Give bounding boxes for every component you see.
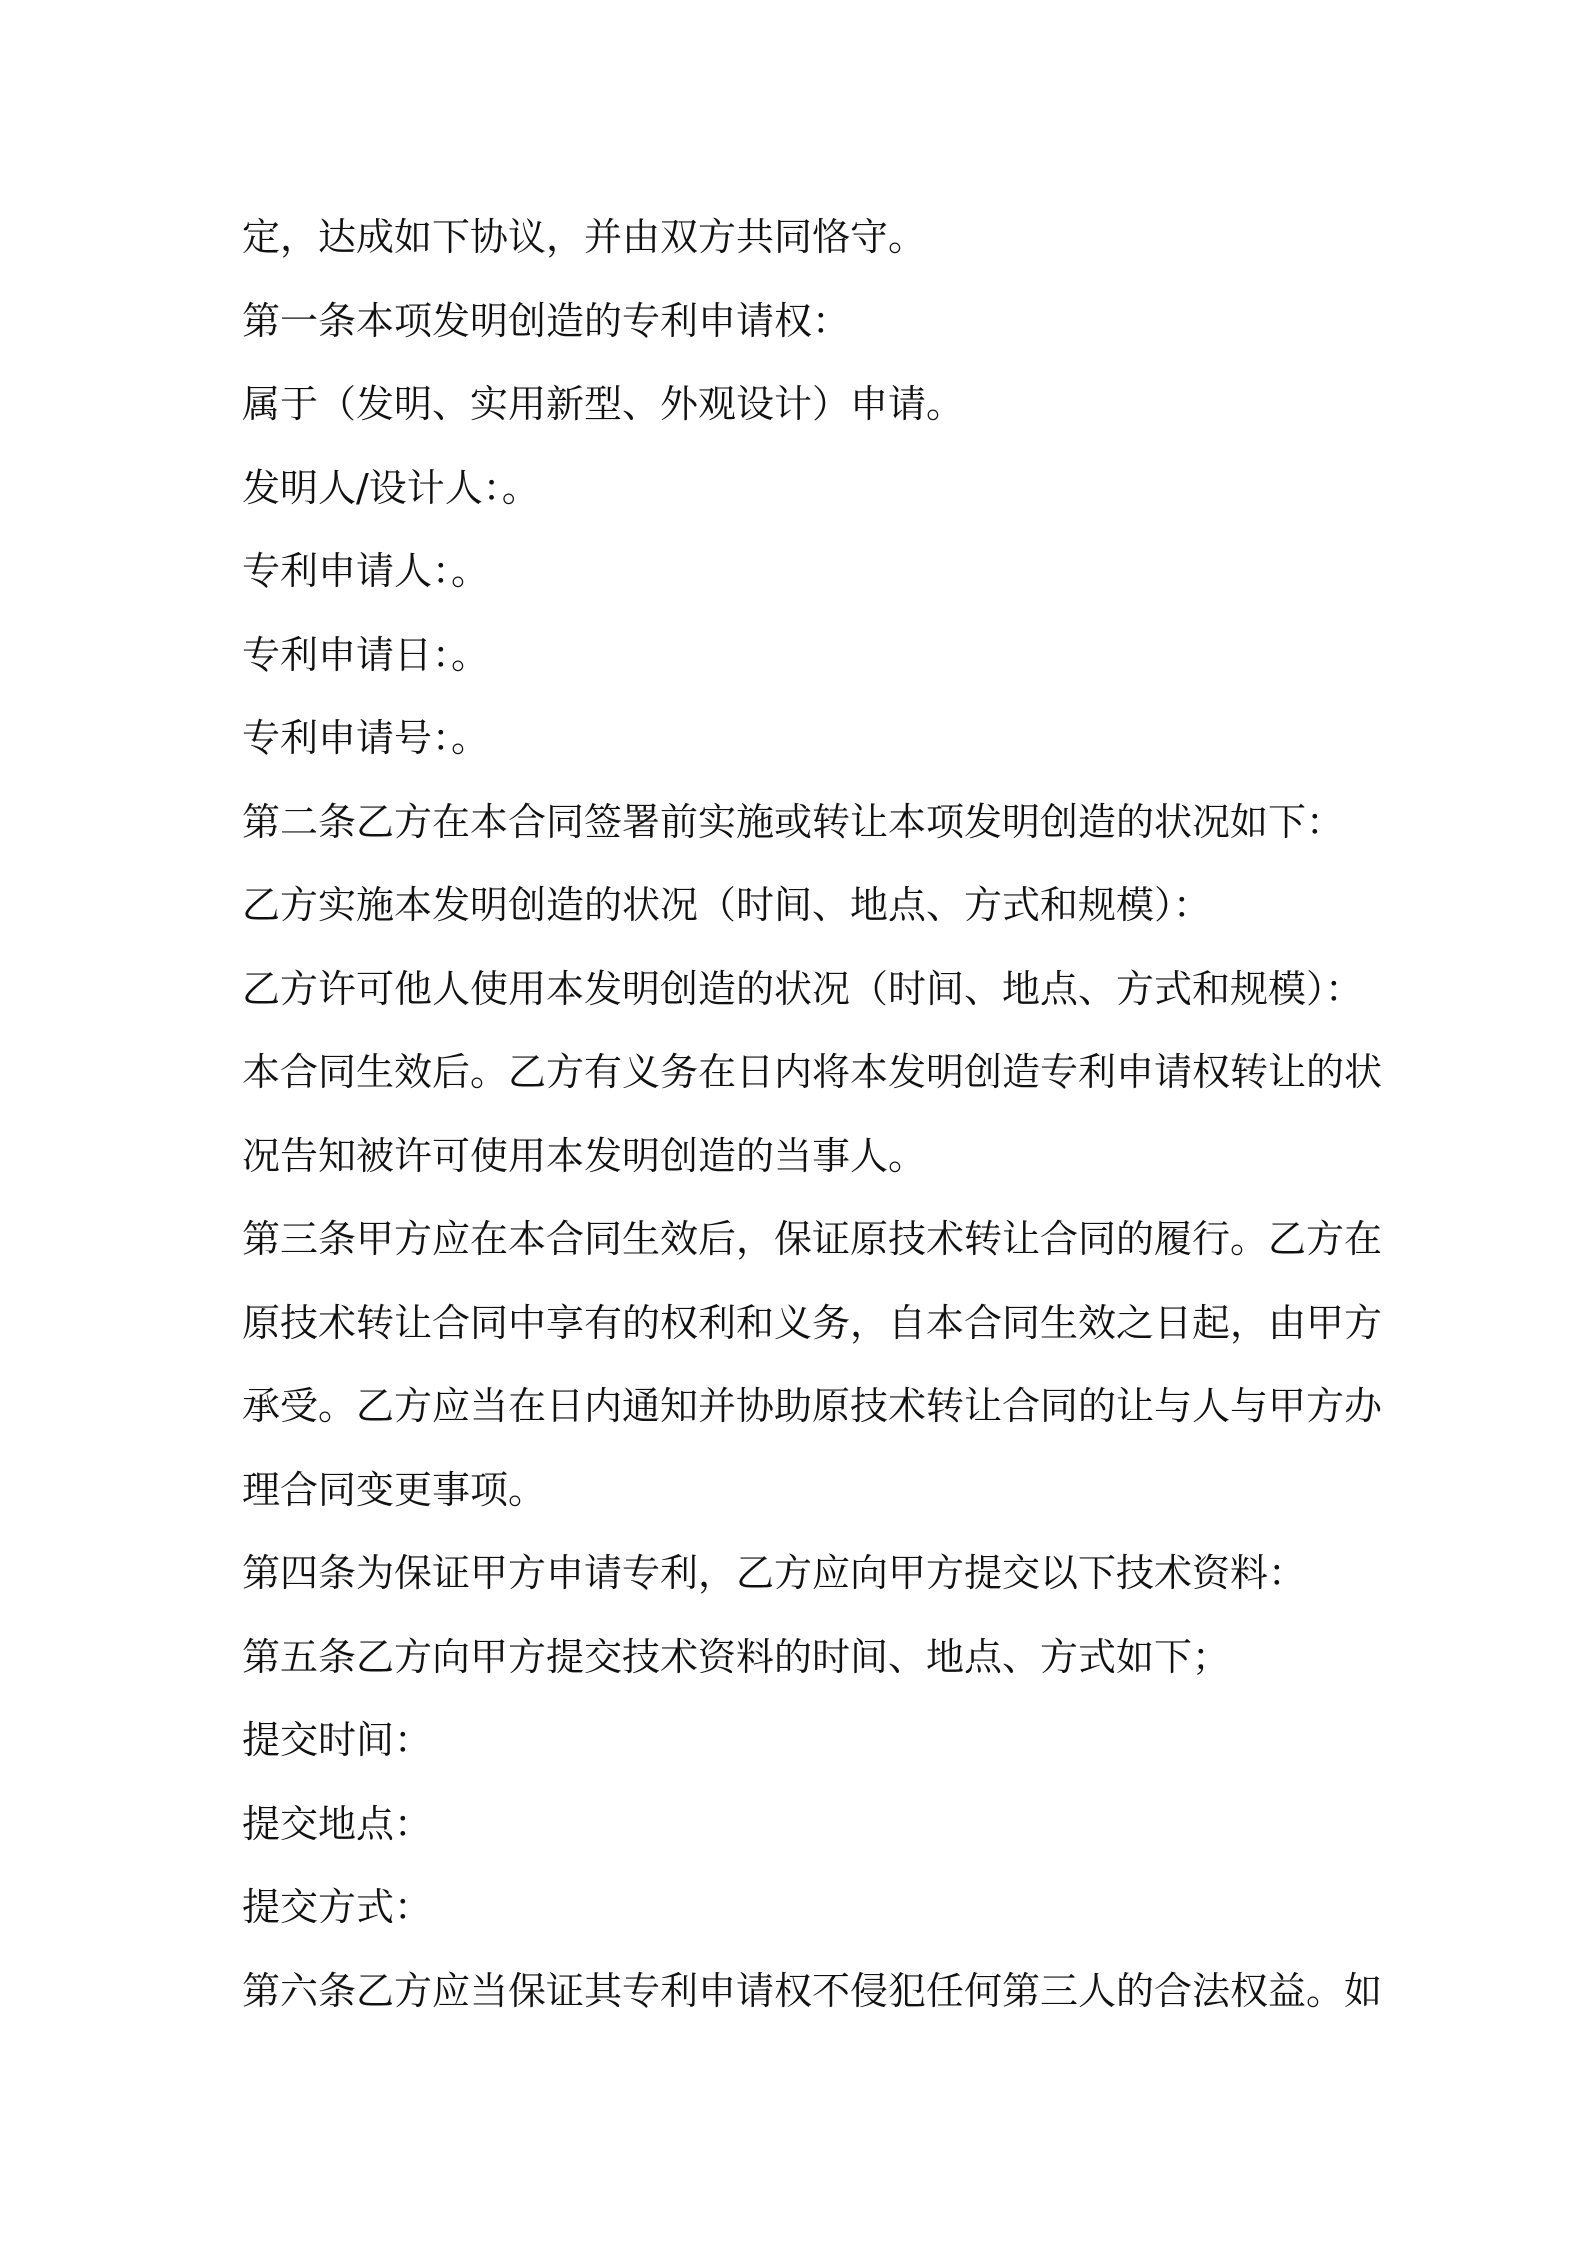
text-line: 本合同生效后。乙方有义务在日内将本发明创造专利申请权转让的状 (242, 1050, 1383, 1094)
text-line: 理合同变更事项。 (242, 1467, 547, 1512)
application-date-field: 专利申请日：。 (242, 632, 490, 677)
text-line: 乙方许可他人使用本发明创造的状况（时间、地点、方式和规模）： (242, 966, 1364, 1011)
applicant-field: 专利申请人：。 (242, 549, 490, 593)
text-line: 况告知被许可使用本发明创造的当事人。 (242, 1133, 927, 1178)
text-line: 属于（发明、实用新型、外观设计）申请。 (242, 382, 965, 426)
contract-body (242, 196, 1383, 2033)
submission-place-field: 提交地点： (242, 1801, 433, 1846)
clause-6-heading: 第六条乙方应当保证其专利申请权不侵犯任何第三人的合法权益。如 (242, 1968, 1383, 2013)
inventor-field: 发明人/设计人：。 (242, 465, 540, 510)
clause-5-heading: 第五条乙方向甲方提交技术资料的时间、地点、方式如下； (242, 1634, 1231, 1679)
application-number-field: 专利申请号：。 (242, 716, 490, 760)
text-line: 定，达成如下协议，并由双方共同恪守。 (242, 215, 927, 259)
text-line: 乙方实施本发明创造的状况（时间、地点、方式和规模）： (242, 883, 1212, 927)
text-line: 原技术转让合同中享有的权利和义务，自本合同生效之日起，由甲方 (242, 1300, 1383, 1345)
submission-time-field: 提交时间： (242, 1718, 433, 1762)
clause-2-heading: 第二条乙方在本合同签署前实施或转让本项发明创造的状况如下： (242, 799, 1345, 844)
clause-3-heading: 第三条甲方应在本合同生效后，保证原技术转让合同的履行。乙方在 (242, 1217, 1383, 1261)
text-line: 承受。乙方应当在日内通知并协助原技术转让合同的让与人与甲方办 (242, 1384, 1383, 1428)
clause-1-heading: 第一条本项发明创造的专利申请权： (242, 298, 851, 343)
submission-method-field: 提交方式： (242, 1885, 433, 1929)
clause-4-heading: 第四条为保证甲方申请专利，乙方应向甲方提交以下技术资料： (242, 1551, 1307, 1595)
